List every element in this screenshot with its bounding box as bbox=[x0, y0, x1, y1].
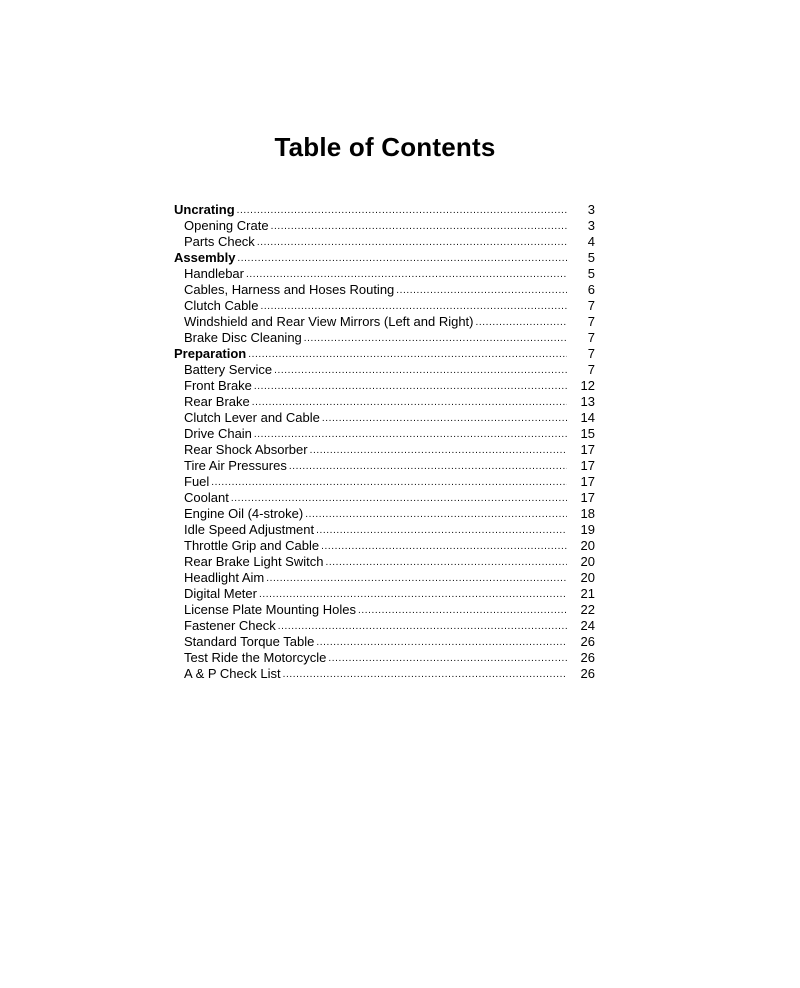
toc-dot-leader bbox=[310, 443, 567, 459]
toc-entry bbox=[174, 522, 595, 538]
toc-entry-label: Brake Disc Cleaning bbox=[184, 330, 302, 345]
toc-dot-leader bbox=[358, 603, 567, 619]
toc-entry bbox=[174, 538, 595, 554]
toc-page-number: 6 bbox=[587, 282, 595, 297]
toc-entry bbox=[174, 490, 595, 506]
toc-dot-leader bbox=[316, 635, 567, 651]
toc-dot-leader bbox=[321, 539, 567, 555]
toc-entry bbox=[174, 394, 595, 410]
toc-entry-label: Uncrating bbox=[174, 202, 235, 217]
toc-entry-label: Windshield and Rear View Mirrors (Left and Right) bbox=[184, 314, 474, 329]
toc-page-number: 24 bbox=[580, 618, 595, 633]
toc-entry bbox=[174, 618, 595, 634]
toc-page-number: 26 bbox=[580, 634, 595, 649]
toc-entry bbox=[174, 458, 595, 474]
toc-dot-leader bbox=[266, 571, 567, 587]
toc-entry-label: Handlebar bbox=[184, 266, 244, 281]
toc-page-number: 17 bbox=[580, 490, 595, 505]
toc-entry-label: Drive Chain bbox=[184, 426, 252, 441]
toc-dot-leader bbox=[260, 299, 567, 315]
toc-entry-label: Battery Service bbox=[184, 362, 273, 377]
toc-page-number: 17 bbox=[580, 474, 595, 489]
toc-entry bbox=[174, 426, 595, 442]
toc-page-number: 20 bbox=[580, 538, 595, 553]
toc-page-number: 13 bbox=[580, 394, 595, 409]
toc-dot-leader bbox=[278, 619, 567, 635]
toc-entry-label: Front Brake bbox=[184, 378, 252, 393]
toc-entry bbox=[174, 634, 595, 650]
toc-entry-label: Rear Brake bbox=[184, 394, 250, 409]
toc-entry-label: Coolant bbox=[184, 490, 229, 505]
toc-entry bbox=[174, 362, 595, 378]
toc-entry bbox=[174, 234, 595, 250]
toc-entry bbox=[174, 586, 595, 602]
toc-entry-label: Clutch Lever and Cable bbox=[184, 410, 320, 425]
toc-entry bbox=[174, 330, 595, 346]
toc-dot-leader bbox=[237, 251, 567, 267]
toc-dot-leader bbox=[283, 667, 567, 683]
toc-entry-label: Test Ride the Motorcycle bbox=[184, 650, 327, 665]
page-title: Table of Contents bbox=[274, 132, 496, 162]
toc-entry-label: Assembly bbox=[174, 250, 236, 265]
toc-section-heading bbox=[174, 202, 595, 218]
table-of-contents bbox=[174, 202, 595, 682]
toc-dot-leader bbox=[231, 491, 567, 507]
toc-entry-label: Headlight Aim bbox=[184, 570, 265, 585]
toc-entry bbox=[174, 314, 595, 330]
toc-dot-leader bbox=[237, 203, 567, 219]
toc-entry-label: Preparation bbox=[174, 346, 247, 361]
toc-entry bbox=[174, 410, 595, 426]
toc-dot-leader bbox=[322, 411, 567, 427]
toc-page-number: 4 bbox=[587, 234, 595, 249]
toc-page-number: 7 bbox=[587, 298, 595, 313]
toc-section-heading bbox=[174, 346, 595, 362]
toc-entry-label: Tire Air Pressures bbox=[184, 458, 287, 473]
toc-entry-label: Opening Crate bbox=[184, 218, 269, 233]
toc-entry-label: License Plate Mounting Holes bbox=[184, 602, 356, 617]
toc-page-number: 7 bbox=[587, 314, 595, 329]
toc-page-number: 17 bbox=[580, 458, 595, 473]
toc-dot-leader bbox=[274, 363, 567, 379]
toc-dot-leader bbox=[248, 347, 567, 363]
toc-entry bbox=[174, 602, 595, 618]
toc-entry bbox=[174, 378, 595, 394]
toc-entry-label: Idle Speed Adjustment bbox=[184, 522, 315, 537]
toc-entry bbox=[174, 282, 595, 298]
toc-page-number: 7 bbox=[587, 362, 595, 377]
toc-page-number: 15 bbox=[580, 426, 595, 441]
toc-dot-leader bbox=[476, 315, 568, 331]
toc-entry-label: Cables, Harness and Hoses Routing bbox=[184, 282, 395, 297]
toc-entry-label: Throttle Grip and Cable bbox=[184, 538, 320, 553]
toc-entry-label: A & P Check List bbox=[184, 666, 281, 681]
toc-entry-label: Fuel bbox=[184, 474, 210, 489]
toc-entry-label: Digital Meter bbox=[184, 586, 257, 601]
toc-entry bbox=[174, 266, 595, 282]
toc-page-number: 26 bbox=[580, 666, 595, 681]
toc-entry bbox=[174, 218, 595, 234]
toc-dot-leader bbox=[328, 651, 567, 667]
toc-page-number: 7 bbox=[587, 330, 595, 345]
toc-dot-leader bbox=[289, 459, 567, 475]
toc-entry-label: Engine Oil (4-stroke) bbox=[184, 506, 304, 521]
toc-entry bbox=[174, 570, 595, 586]
toc-entry-label: Fastener Check bbox=[184, 618, 276, 633]
toc-dot-leader bbox=[246, 267, 567, 283]
toc-dot-leader bbox=[211, 475, 567, 491]
toc-section-heading bbox=[174, 250, 595, 266]
toc-dot-leader bbox=[396, 283, 567, 299]
toc-dot-leader bbox=[254, 427, 567, 443]
toc-page-number: 21 bbox=[580, 586, 595, 601]
toc-entry-label: Parts Check bbox=[184, 234, 255, 249]
toc-dot-leader bbox=[254, 379, 567, 395]
toc-entry bbox=[174, 442, 595, 458]
toc-entry bbox=[174, 666, 595, 682]
toc-entry bbox=[174, 554, 595, 570]
toc-page-number: 20 bbox=[580, 554, 595, 569]
toc-page-number: 18 bbox=[580, 506, 595, 521]
toc-dot-leader bbox=[257, 235, 567, 251]
toc-dot-leader bbox=[316, 523, 567, 539]
toc-dot-leader bbox=[259, 587, 567, 603]
toc-page-number: 5 bbox=[587, 250, 595, 265]
toc-dot-leader bbox=[305, 507, 567, 523]
toc-entry bbox=[174, 474, 595, 490]
toc-dot-leader bbox=[271, 219, 567, 235]
toc-page-number: 3 bbox=[587, 202, 595, 217]
toc-page-number: 5 bbox=[587, 266, 595, 281]
toc-page-number: 3 bbox=[587, 218, 595, 233]
toc-page-number: 14 bbox=[580, 410, 595, 425]
toc-page-number: 12 bbox=[580, 378, 595, 393]
toc-entry-label: Rear Brake Light Switch bbox=[184, 554, 324, 569]
toc-entry-label: Standard Torque Table bbox=[184, 634, 315, 649]
toc-entry bbox=[174, 298, 595, 314]
toc-dot-leader bbox=[325, 555, 567, 571]
toc-dot-leader bbox=[304, 331, 567, 347]
toc-entry-label: Clutch Cable bbox=[184, 298, 259, 313]
toc-dot-leader bbox=[252, 395, 567, 411]
toc-page-number: 26 bbox=[580, 650, 595, 665]
toc-entry bbox=[174, 650, 595, 666]
toc-page-number: 19 bbox=[580, 522, 595, 537]
toc-page-number: 17 bbox=[580, 442, 595, 457]
toc-entry-label: Rear Shock Absorber bbox=[184, 442, 308, 457]
toc-page-number: 7 bbox=[587, 346, 595, 361]
toc-page-number: 22 bbox=[580, 602, 595, 617]
toc-page-number: 20 bbox=[580, 570, 595, 585]
toc-entry bbox=[174, 506, 595, 522]
